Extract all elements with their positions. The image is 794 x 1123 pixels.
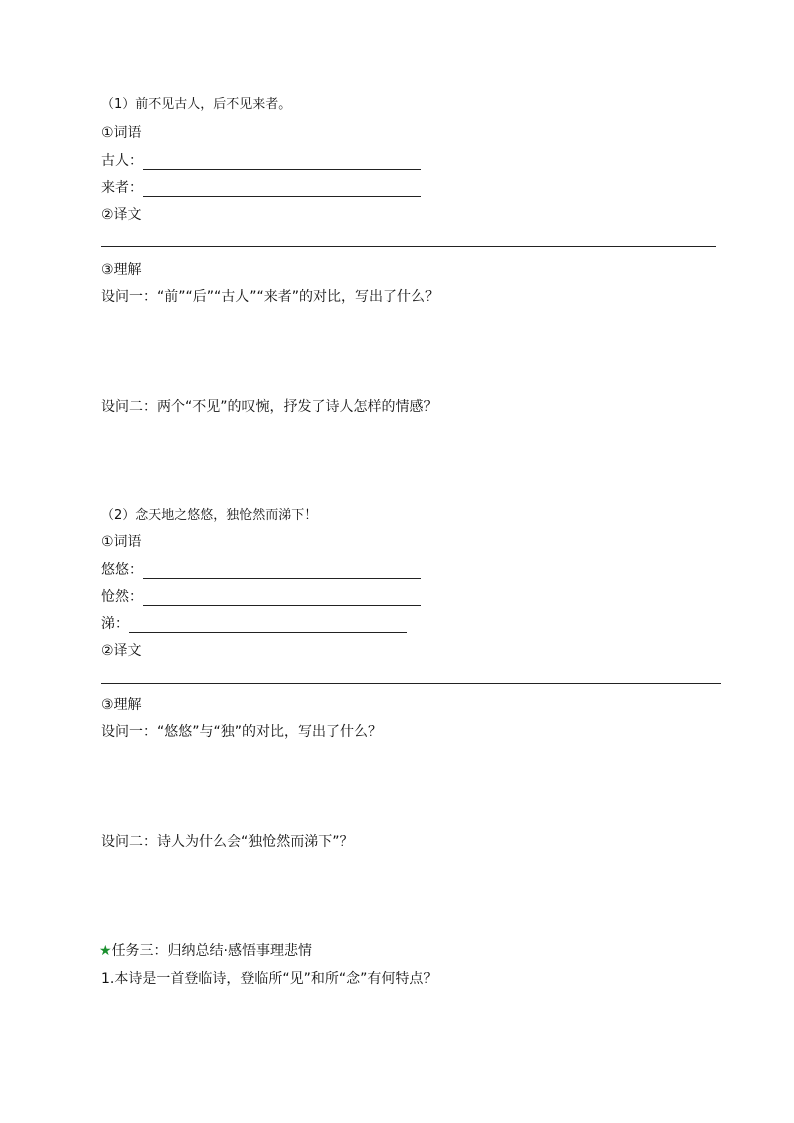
- task3-question-1: 1.本诗是一首登临诗，登临所“见”和所“念”有何特点？: [101, 971, 438, 987]
- vocab-term: 悠悠：: [101, 562, 143, 578]
- answer-blank[interactable]: [143, 589, 421, 606]
- section2-question-1: 设问一：“悠悠”与“独”的对比，写出了什么？: [101, 724, 383, 740]
- vocab-row: [101, 561, 421, 579]
- section2-vocab-heading: ①词语: [101, 534, 142, 550]
- answer-blank[interactable]: [143, 153, 421, 170]
- task3-heading: [99, 942, 312, 960]
- section1-vocab-heading: ①词语: [101, 125, 142, 141]
- section1-translation-heading: ②译文: [101, 207, 142, 223]
- vocab-row: [101, 179, 421, 197]
- vocab-term: 来者：: [101, 180, 143, 196]
- section2-understanding-heading: ③理解: [101, 697, 142, 713]
- vocab-term: 涕：: [101, 616, 129, 632]
- section1-question-2: 设问二：两个“不见”的叹惋，抒发了诗人怎样的情感？: [101, 399, 438, 415]
- translation-answer-line[interactable]: [101, 683, 721, 684]
- vocab-row: [101, 588, 421, 606]
- star-icon: ★: [99, 943, 112, 959]
- translation-answer-line[interactable]: [101, 246, 716, 247]
- vocab-term: 怆然：: [101, 589, 143, 605]
- answer-blank[interactable]: [143, 562, 421, 579]
- vocab-row: [101, 152, 421, 170]
- section1-question-1: 设问一：“前”“后”“古人”“来者”的对比，写出了什么？: [101, 289, 440, 305]
- vocab-row: [101, 615, 407, 633]
- section2-question-2: 设问二：诗人为什么会“独怆然而涕下”？: [101, 834, 354, 850]
- section1-understanding-heading: ③理解: [101, 262, 142, 278]
- vocab-term: 古人：: [101, 153, 143, 169]
- answer-blank[interactable]: [129, 616, 407, 633]
- section1-heading: （1）前不见古人，后不见来者。: [101, 97, 292, 112]
- answer-blank[interactable]: [143, 180, 421, 197]
- section2-translation-heading: ②译文: [101, 643, 142, 659]
- task3-title: 任务三：归纳总结·感悟事理悲情: [111, 943, 313, 959]
- section2-heading: （2）念天地之悠悠，独怆然而涕下！: [101, 508, 318, 523]
